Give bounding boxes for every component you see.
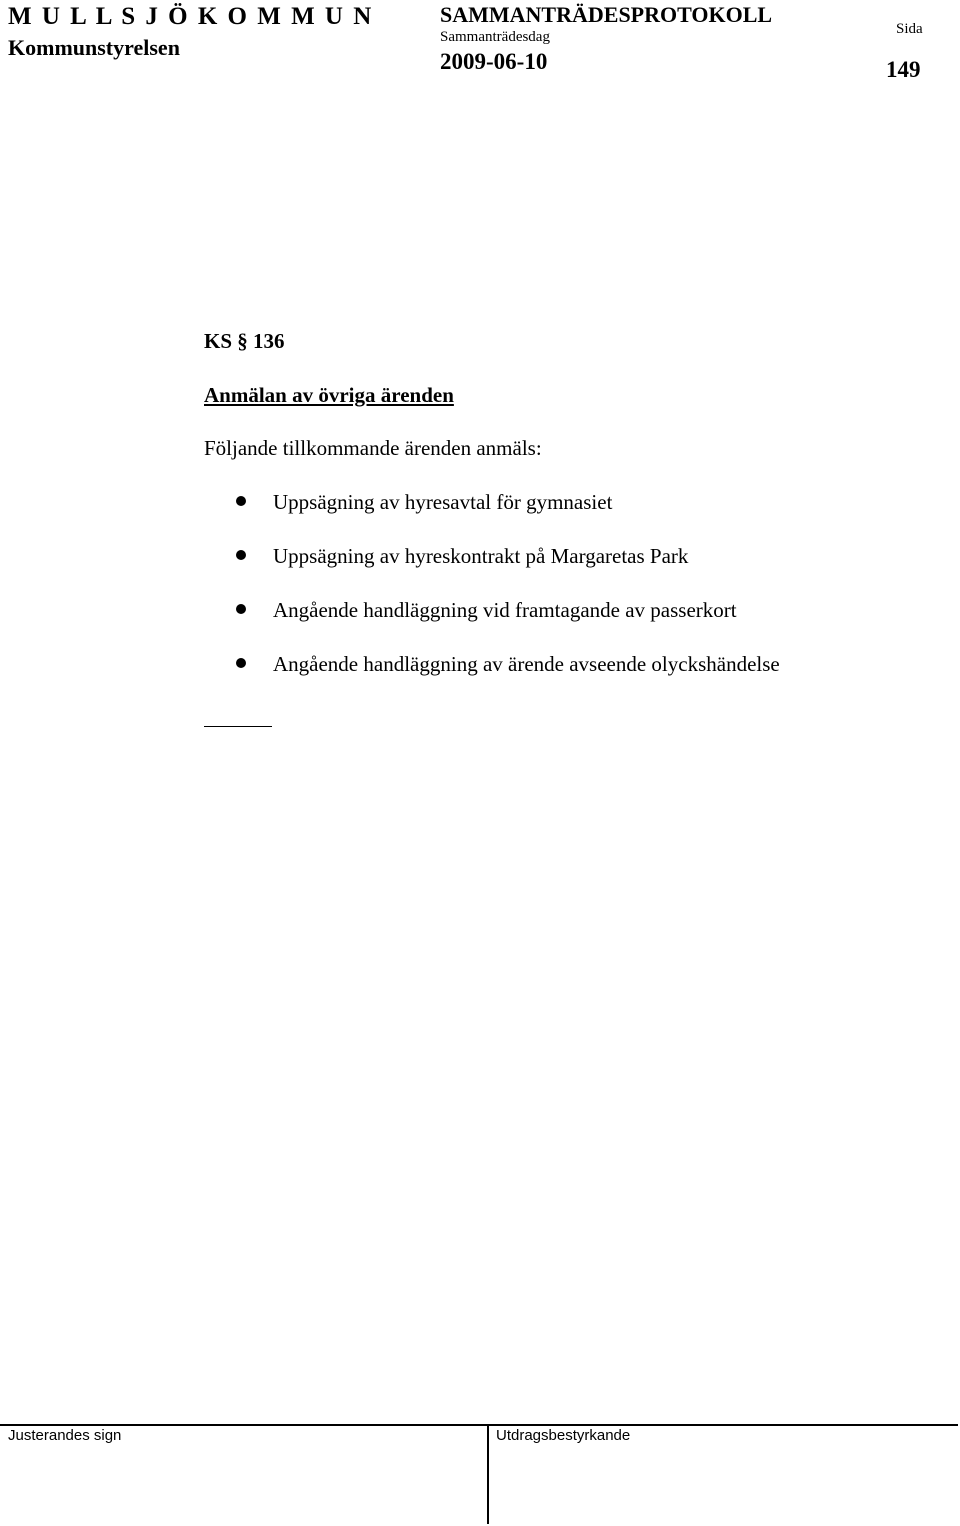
list-item-text: Uppsägning av hyreskontrakt på Margaretas Park [273, 544, 689, 568]
paragraph-number: KS § 136 [204, 329, 285, 353]
page-label: Sida [896, 21, 923, 37]
bullet-icon [236, 658, 246, 668]
list-item-text: Angående handläggning av ärende avseende olyckshändelse [273, 652, 780, 676]
bullet-icon [236, 604, 246, 614]
municipality-name: M U L L S J Ö K O M M U N [8, 3, 374, 30]
page-number: 149 [886, 57, 921, 82]
section-end-line [204, 726, 272, 727]
intro-text: Följande tillkommande ärenden anmäls: [204, 436, 542, 460]
document-type: SAMMANTRÄDESPROTOKOLL [440, 2, 773, 27]
footer-divider [487, 1424, 489, 1524]
board-name: Kommunstyrelsen [8, 35, 180, 60]
meeting-date: 2009-06-10 [440, 49, 548, 74]
bullet-icon [236, 550, 246, 560]
signature-label: Justerandes sign [8, 1427, 122, 1444]
section-heading: Anmälan av övriga ärenden [204, 383, 454, 407]
certification-label: Utdragsbestyrkande [496, 1427, 631, 1444]
meeting-date-label: Sammanträdesdag [440, 29, 550, 45]
bullet-icon [236, 496, 246, 506]
list-item-text: Angående handläggning vid framtagande av passerkort [273, 598, 737, 622]
footer-rule [0, 1424, 958, 1426]
list-item-text: Uppsägning av hyresavtal för gymnasiet [273, 490, 613, 514]
